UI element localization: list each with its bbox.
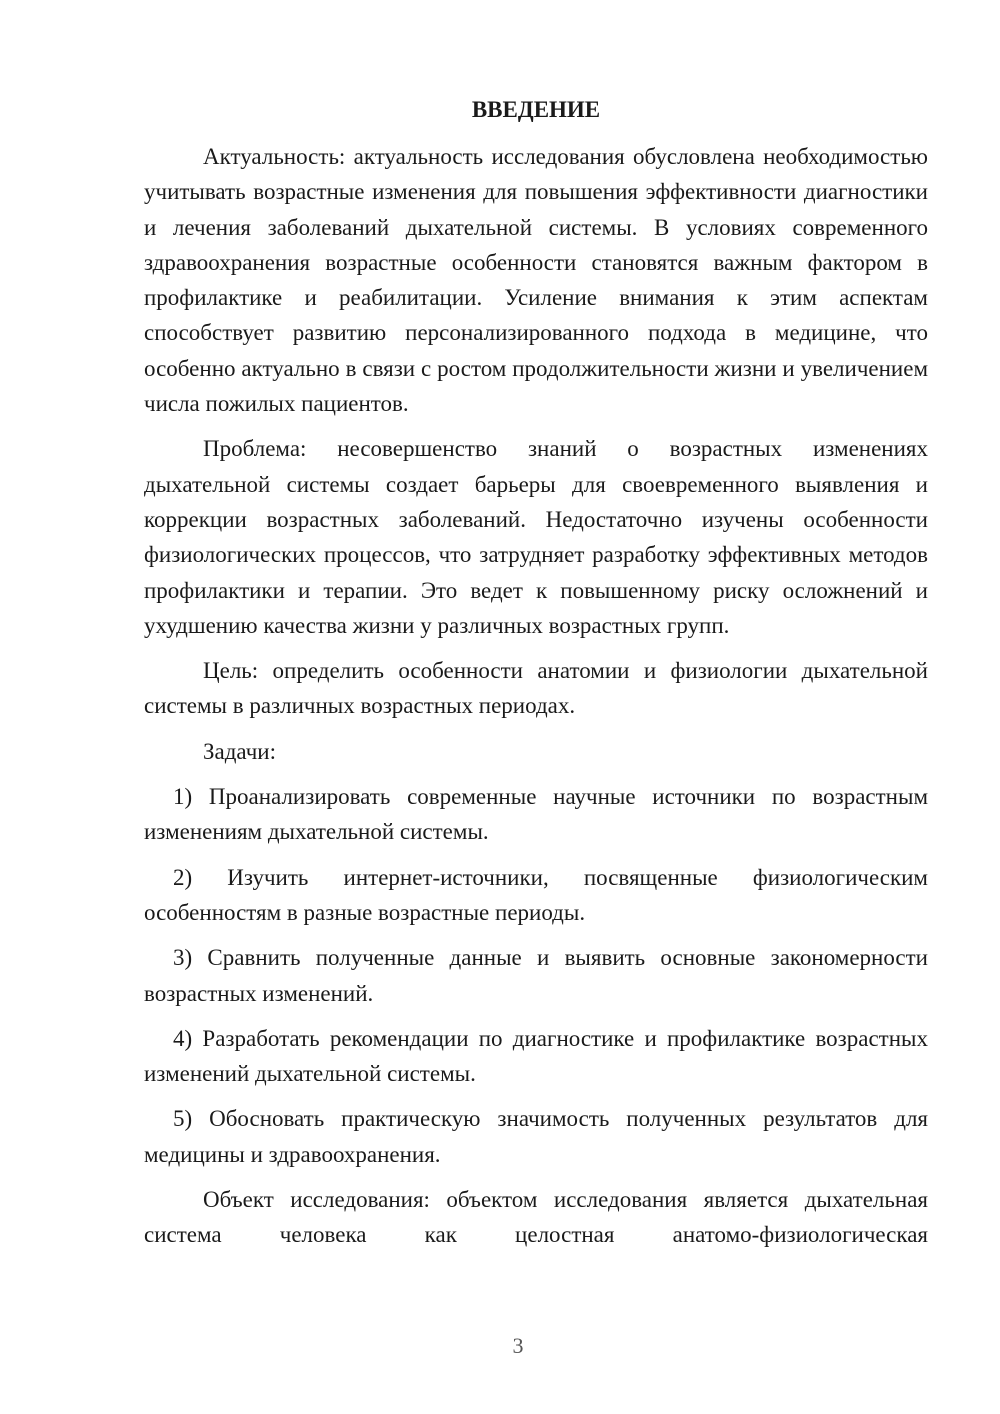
goal-paragraph: Цель: определить особенности анатомии и физиологии дыхательной системы в различных возрастных периодах. xyxy=(144,658,928,719)
task-item-5: 5) Обосновать практическую значимость полученных результатов для медицины и здравоохранения. xyxy=(144,1106,928,1167)
tasks-heading: Задачи: xyxy=(203,738,276,764)
task-item-4: 4) Разработать рекомендации по диагностике и профилактике возрастных изменений дыхательной системы. xyxy=(144,1025,928,1087)
relevance-paragraph: Актуальность: актуальность исследования обусловлена необходимостью учитывать возрастные изменения для повышения эффективности диагностики и лечения заболеваний дыхательной системы. В условиях современного здравоохранения возрастные особенности становятся важным фактором в профилактике и реабилитации. Усиление внимания к этим аспектам способствует развитию персонализированного подхода в медицине, что особенно актуально в связи с ростом продолжительности жизни и увеличением числа пожилых пациентов. xyxy=(144,144,928,417)
object-paragraph: Объект исследования: объектом исследования является дыхательная система человека как целостная анатомо-физиологическая xyxy=(144,1187,928,1248)
problem-paragraph: Проблема: несовершенство знаний о возрастных изменениях дыхательной системы создает барьеры для своевременного выявления и коррекции возрастных заболеваний. Недостаточно изучены особенности физиологических процессов, что затрудняет разработку эффективных методов профилактики и терапии. Это ведет к повышенному риску осложнений и ухудшению качества жизни у различных возрастных групп. xyxy=(144,436,928,638)
page-number: 3 xyxy=(512,1333,524,1358)
page-content xyxy=(144,92,928,1253)
task-item-2: 2) Изучить интернет-источники, посвященные физиологическим особенностям в разные возрастные периоды. xyxy=(144,864,928,925)
section-heading: ВВЕДЕНИЕ xyxy=(471,97,601,122)
task-item-3: 3) Сравнить полученные данные и выявить основные закономерности возрастных изменений. xyxy=(144,945,928,1006)
task-item-1: 1) Проанализировать современные научные источники по возрастным изменениям дыхательной системы. xyxy=(144,784,928,845)
